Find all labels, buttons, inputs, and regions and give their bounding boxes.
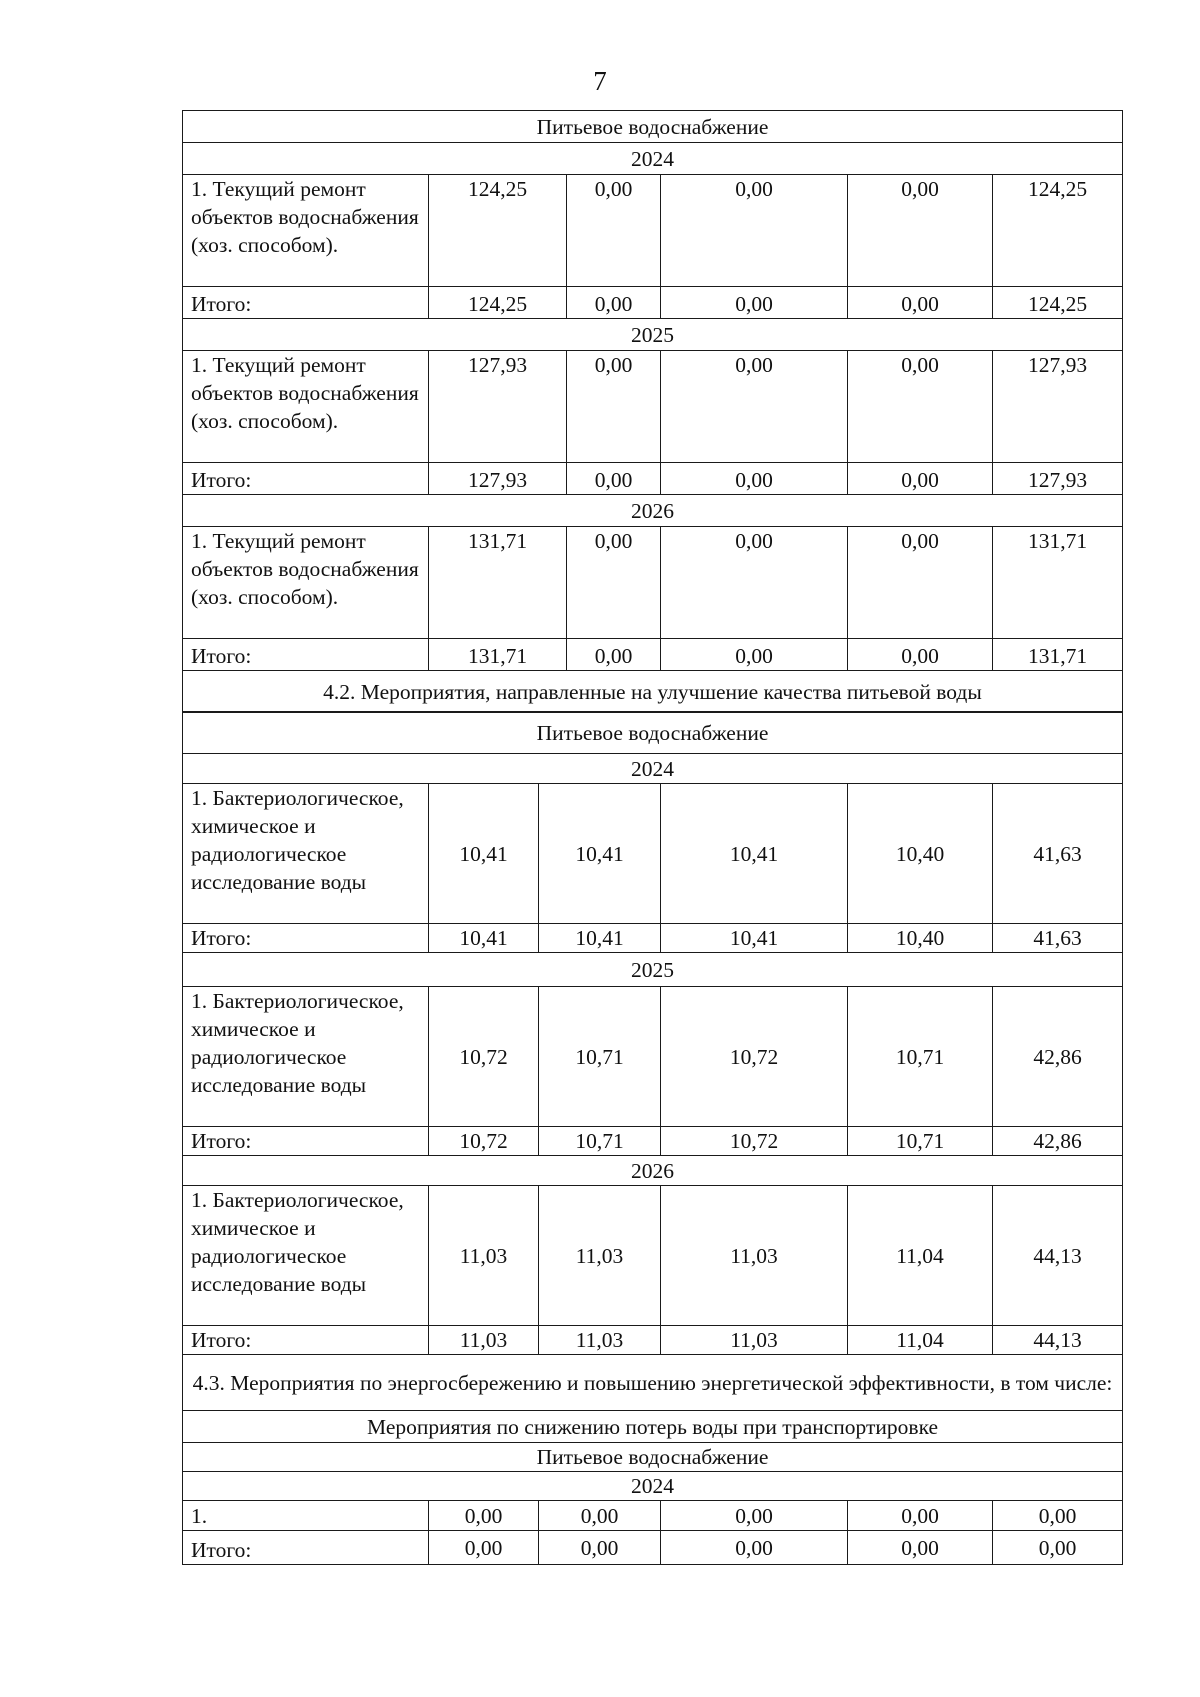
total-cell: 0,00	[567, 287, 661, 319]
total-cell: 0,00	[661, 1531, 848, 1565]
total-cell: 10,40	[848, 924, 993, 953]
total-cell: 124,25	[429, 287, 567, 319]
value-cell: 0,00	[539, 1501, 661, 1531]
table-row	[183, 987, 1123, 1127]
total-cell: 44,13	[993, 1326, 1123, 1355]
value-cell: 11,04	[848, 1186, 993, 1326]
row-label-research: 1. Бактериологическое, химическое и радиологическое исследование воды	[183, 987, 429, 1127]
total-label: Итого:	[183, 924, 429, 953]
total-cell: 11,03	[661, 1326, 848, 1355]
total-cell: 11,03	[429, 1326, 539, 1355]
value-cell: 0,00	[567, 351, 661, 463]
year-row-2026: 2026	[183, 1156, 1123, 1186]
value-cell: 10,71	[539, 987, 661, 1127]
row-label-item: 1.	[183, 1501, 429, 1531]
total-cell: 127,93	[993, 463, 1123, 495]
value-cell: 0,00	[993, 1501, 1123, 1531]
total-cell: 10,72	[429, 1127, 539, 1156]
total-label: Итого:	[183, 1531, 429, 1565]
table-row	[183, 351, 1123, 463]
total-cell: 0,00	[539, 1531, 661, 1565]
total-cell: 131,71	[429, 639, 567, 671]
total-cell: 0,00	[848, 1531, 993, 1565]
total-cell: 0,00	[661, 639, 848, 671]
page-number: 7	[593, 66, 607, 96]
value-cell: 42,86	[993, 987, 1123, 1127]
total-cell: 0,00	[567, 639, 661, 671]
total-cell: 10,71	[539, 1127, 661, 1156]
total-cell: 10,41	[539, 924, 661, 953]
value-cell: 0,00	[848, 1501, 993, 1531]
table-row	[183, 527, 1123, 639]
total-cell: 127,93	[429, 463, 567, 495]
value-cell: 0,00	[429, 1501, 539, 1531]
value-cell: 10,41	[661, 784, 848, 924]
total-cell: 10,71	[848, 1127, 993, 1156]
value-cell: 0,00	[848, 175, 993, 287]
value-cell: 11,03	[539, 1186, 661, 1326]
section-header-water: Питьевое водоснабжение	[183, 111, 1123, 143]
value-cell: 0,00	[661, 527, 848, 639]
year-row-2024: 2024	[183, 1472, 1123, 1501]
table-row	[183, 784, 1123, 924]
value-cell: 0,00	[661, 175, 848, 287]
total-cell: 0,00	[848, 287, 993, 319]
total-cell: 10,72	[661, 1127, 848, 1156]
total-cell: 11,04	[848, 1326, 993, 1355]
total-row	[183, 1326, 1123, 1355]
value-cell: 0,00	[848, 351, 993, 463]
total-cell: 0,00	[848, 463, 993, 495]
total-row	[183, 639, 1123, 671]
row-label-repair: 1. Текущий ремонт объектов водоснабжения (хоз. способом).	[183, 527, 429, 639]
section-title-4-3: 4.3. Мероприятия по энергосбережению и повышению энергетической эффективности, в том числе:	[183, 1355, 1123, 1411]
value-cell: 10,40	[848, 784, 993, 924]
total-cell: 41,63	[993, 924, 1123, 953]
total-cell: 0,00	[661, 287, 848, 319]
value-cell: 124,25	[993, 175, 1123, 287]
value-cell: 10,41	[539, 784, 661, 924]
year-row-2025: 2025	[183, 319, 1123, 351]
quality-table	[182, 711, 1123, 1565]
repair-table	[182, 110, 1123, 713]
value-cell: 127,93	[429, 351, 567, 463]
value-cell: 44,13	[993, 1186, 1123, 1326]
value-cell: 0,00	[567, 175, 661, 287]
value-cell: 124,25	[429, 175, 567, 287]
value-cell: 10,72	[661, 987, 848, 1127]
value-cell: 41,63	[993, 784, 1123, 924]
total-row	[183, 463, 1123, 495]
total-cell: 10,41	[429, 924, 539, 953]
total-cell: 131,71	[993, 639, 1123, 671]
total-cell: 0,00	[429, 1531, 539, 1565]
total-label: Итого:	[183, 287, 429, 319]
total-row	[183, 1531, 1123, 1565]
row-label-repair: 1. Текущий ремонт объектов водоснабжения (хоз. способом).	[183, 351, 429, 463]
subsection-losses: Мероприятия по снижению потерь воды при транспортировке	[183, 1411, 1123, 1443]
year-row-2024: 2024	[183, 754, 1123, 784]
value-cell: 127,93	[993, 351, 1123, 463]
value-cell: 10,71	[848, 987, 993, 1127]
total-row	[183, 924, 1123, 953]
value-cell: 131,71	[993, 527, 1123, 639]
year-row-2026: 2026	[183, 495, 1123, 527]
value-cell: 10,41	[429, 784, 539, 924]
total-cell: 42,86	[993, 1127, 1123, 1156]
value-cell: 11,03	[661, 1186, 848, 1326]
year-row-2024: 2024	[183, 143, 1123, 175]
total-cell: 0,00	[567, 463, 661, 495]
total-row	[183, 287, 1123, 319]
year-row-2025: 2025	[183, 953, 1123, 987]
value-cell: 0,00	[661, 1501, 848, 1531]
section-header-water: Питьевое водоснабжение	[183, 712, 1123, 754]
total-cell: 11,03	[539, 1326, 661, 1355]
total-label: Итого:	[183, 639, 429, 671]
section-header-water: Питьевое водоснабжение	[183, 1443, 1123, 1472]
total-label: Итого:	[183, 463, 429, 495]
value-cell: 0,00	[848, 527, 993, 639]
total-label: Итого:	[183, 1127, 429, 1156]
total-cell: 0,00	[848, 639, 993, 671]
row-label-research: 1. Бактериологическое, химическое и радиологическое исследование воды	[183, 1186, 429, 1326]
table-row	[183, 1501, 1123, 1531]
table-row	[183, 1186, 1123, 1326]
value-cell: 0,00	[567, 527, 661, 639]
total-cell: 10,41	[661, 924, 848, 953]
value-cell: 11,03	[429, 1186, 539, 1326]
row-label-repair: 1. Текущий ремонт объектов водоснабжения (хоз. способом).	[183, 175, 429, 287]
total-cell: 0,00	[993, 1531, 1123, 1565]
total-cell: 0,00	[661, 463, 848, 495]
value-cell: 131,71	[429, 527, 567, 639]
value-cell: 0,00	[661, 351, 848, 463]
section-title-4-2: 4.2. Мероприятия, направленные на улучшение качества питьевой воды	[183, 671, 1123, 713]
table-row	[183, 175, 1123, 287]
total-label: Итого:	[183, 1326, 429, 1355]
financing-table	[182, 110, 1122, 1565]
total-cell: 124,25	[993, 287, 1123, 319]
value-cell: 10,72	[429, 987, 539, 1127]
row-label-research: 1. Бактериологическое, химическое и радиологическое исследование воды	[183, 784, 429, 924]
total-row	[183, 1127, 1123, 1156]
